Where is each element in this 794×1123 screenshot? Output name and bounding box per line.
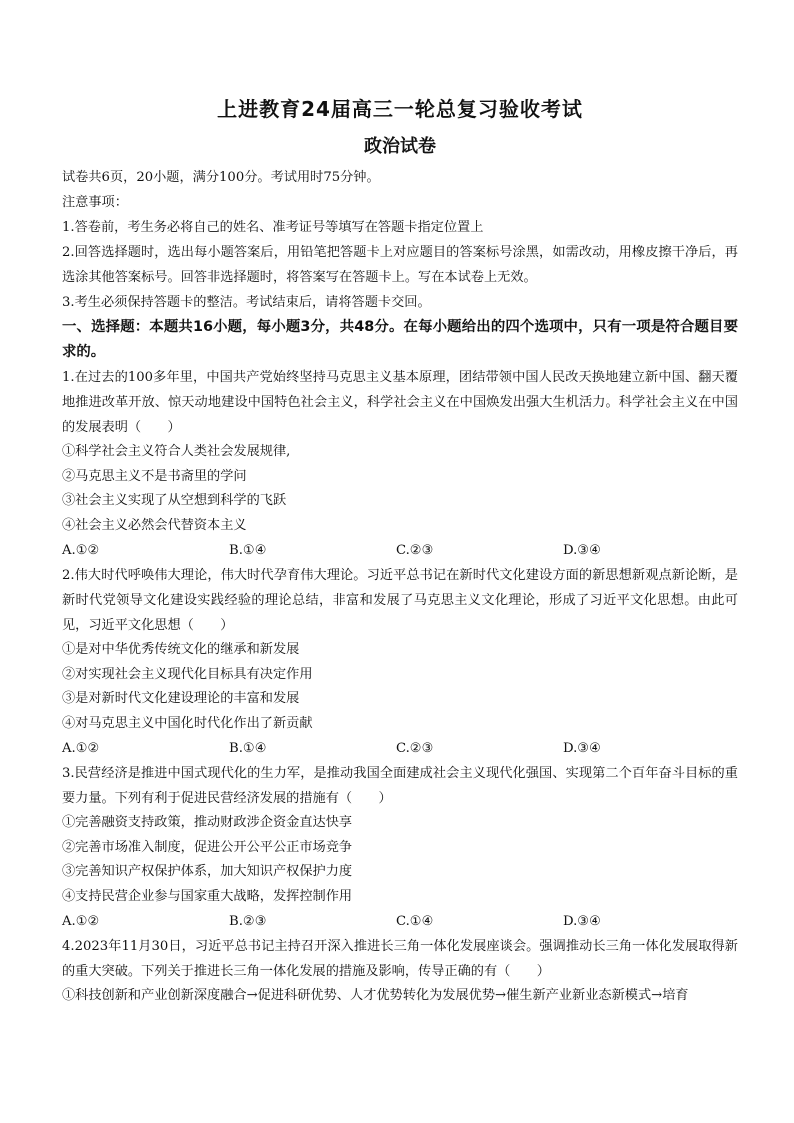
- question-2: [62, 563, 738, 761]
- notice-item: 2.回答选择题时，选出每小题答案后，用铅笔把答题卡上对应题目的答案标号涂黑，如需改动，用橡皮擦干净后，再选涂其他答案标号。回答非选择题时，将答案写在答题卡上。写在本试卷上无效。: [62, 245, 738, 286]
- question-statement: ①完善融资支持政策，推动财政涉企资金直达快享: [62, 815, 353, 831]
- exam-page: [62, 94, 738, 1009]
- question-statement: ①科学社会主义符合人类社会发展规律,: [62, 444, 291, 460]
- question-statement: ②对实现社会主义现代化目标具有决定作用: [62, 666, 313, 682]
- option-a: A.①②: [62, 542, 100, 558]
- question-statement: ③完善知识产权保护体系，加大知识产权保护力度: [62, 864, 353, 880]
- question-stem: 2.伟大时代呼唤伟大理论，伟大时代孕育伟大理论。习近平总书记在新时代文化建设方面的新思想新观点新论断，是新时代党领导文化建设实践经验的理论总结，非富和发展了马克思主义文化理论，形成了习近平文化思想。由此可见，习近平文化思想（ ）: [62, 568, 738, 634]
- question-statement: ③是对新时代文化建设理论的丰富和发展: [62, 691, 300, 707]
- section-heading: 一、选择题：本题共16小题，每小题3分，共48分。在每小题给出的四个选项中，只有一项是符合题目要求的。: [62, 319, 738, 361]
- notice-item: 1.答卷前，考生务必将自己的姓名、准考证号等填写在答题卡指定位置上: [62, 220, 484, 236]
- question-statement: ①是对中华优秀传统文化的继承和新发展: [62, 642, 300, 658]
- question-3: [62, 761, 738, 934]
- option-b: B.②③: [229, 913, 267, 929]
- question-4: [62, 934, 738, 1009]
- option-d: D.③④: [563, 740, 601, 756]
- question-stem: 4.2023年11月30日，习近平总书记主持召开深入推进长三角一体化发展座谈会。强调推动长三角一体化发展取得新的重大突破。下列关于推进长三角一体化发展的措施及影响，传导正确的有（ ）: [62, 939, 738, 980]
- notice-heading: 注意事项：: [62, 194, 128, 210]
- question-stem: 3.民营经济是推进中国式现代化的生力军，是推动我国全面建成社会主义现代化强国、实现第二个百年奋斗目标的重要力量。下列有利于促进民营经济发展的措施有（ ）: [62, 766, 738, 807]
- option-c: C.②③: [396, 542, 434, 558]
- option-b: B.①④: [229, 542, 267, 558]
- answer-options: [62, 910, 738, 935]
- exam-title: 上进教育24届高三一轮总复习验收考试: [217, 97, 583, 121]
- question-statement: ①科技创新和产业创新深度融合→促进科研优势、人才优势转化为发展优势→催生新产业新业态新模式→培育: [62, 988, 689, 1004]
- answer-options: [62, 737, 738, 762]
- exam-summary: 试卷共6页，20小题，满分100分。考试用时75分钟。: [62, 170, 380, 185]
- option-c: C.①④: [396, 913, 434, 929]
- question-statement: ④支持民营企业参与国家重大战略，发挥控制作用: [62, 888, 353, 904]
- question-stem: 1.在过去的100多年里，中国共产党始终坚持马克思主义基本原理，团结带领中国人民改天换地建立新中国、翻天覆地推进改革开放、惊天动地建设中国特色社会主义，科学社会主义在中国焕发出强大生机活力。科学社会主义在中国的发展表明（ ）: [62, 370, 738, 436]
- option-d: D.③④: [563, 542, 601, 558]
- option-c: C.②③: [396, 740, 434, 756]
- notice-item: 3.考生必须保持答题卡的整洁。考试结束后，请将答题卡交回。: [62, 295, 431, 311]
- option-a: A.①②: [62, 740, 100, 756]
- exam-subject: 政治试卷: [364, 136, 436, 157]
- question-1: [62, 365, 738, 563]
- option-a: A.①②: [62, 913, 100, 929]
- exam-instructions: [62, 166, 738, 315]
- option-d: D.③④: [563, 913, 601, 929]
- question-statement: ④社会主义必然会代替资本主义: [62, 517, 247, 533]
- question-statement: ③社会主义实现了从空想到科学的飞跃: [62, 493, 287, 509]
- question-statement: ④对马克思主义中国化时代化作出了新贡献: [62, 715, 313, 731]
- question-statement: ②马克思主义不是书斋里的学问: [62, 468, 247, 484]
- option-b: B.①④: [229, 740, 267, 756]
- answer-options: [62, 539, 738, 564]
- question-statement: ②完善市场准入制度，促进公开公平公正市场竞争: [62, 839, 353, 855]
